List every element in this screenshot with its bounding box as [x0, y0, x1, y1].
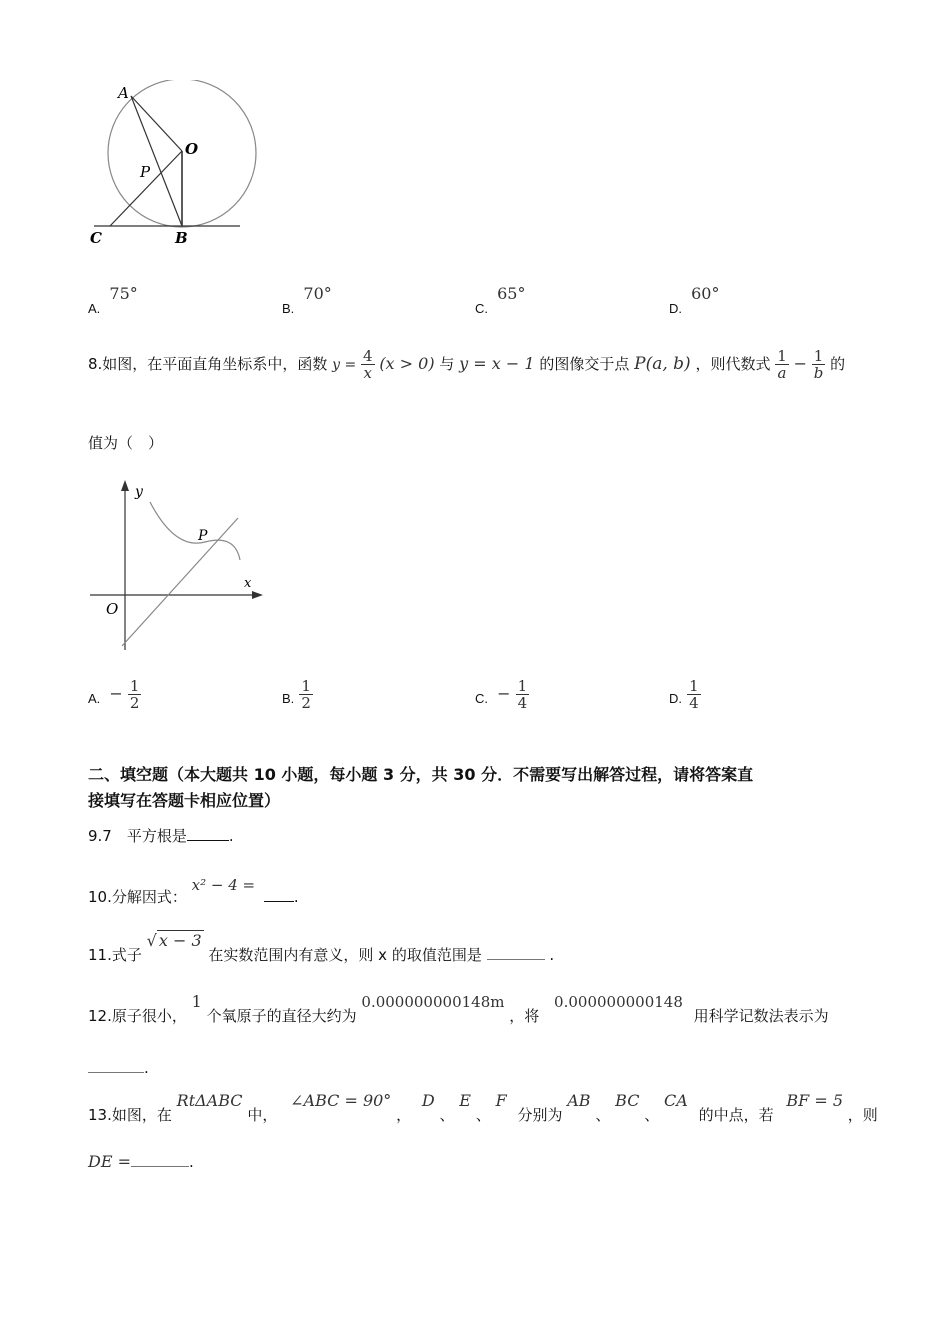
option-letter: A. — [88, 301, 101, 316]
option-frac — [128, 678, 142, 711]
frac-numerator: 1 — [813, 347, 824, 365]
frac-denominator: x — [361, 364, 375, 381]
q13-mid: 的中点，若 — [698, 1106, 774, 1124]
q13-zhong: 中， — [247, 1106, 278, 1124]
option-letter: B. — [282, 691, 295, 706]
frac-numerator: 1 — [517, 677, 528, 695]
label-b: B — [175, 229, 188, 247]
q8-option-a — [88, 678, 141, 711]
q9 — [88, 825, 234, 846]
q13-comma: ， — [396, 1106, 412, 1124]
q7-option-c — [475, 284, 526, 316]
option-letter: D. — [669, 691, 682, 706]
q13-sep1: 、 — [439, 1106, 455, 1124]
section-heading-line2: 接填写在答题卡相应位置） — [88, 791, 281, 810]
answer-blank[interactable] — [131, 1152, 189, 1167]
answer-blank[interactable] — [264, 887, 294, 902]
q8-point: P(a, b) — [634, 354, 691, 374]
segment-ao — [131, 96, 182, 151]
q13-ab: AB — [567, 1091, 591, 1110]
q12-suffix: 用科学记数法表示为 — [693, 1007, 829, 1025]
q11 — [88, 930, 555, 964]
option-value: 60° — [691, 284, 720, 303]
q8-stem — [88, 346, 845, 383]
q9-text: 9.7 平方根是 — [88, 827, 187, 845]
label-y: y — [135, 484, 143, 500]
option-value: 70° — [303, 284, 332, 303]
q8-stem-line2: 值为（ ） — [88, 434, 164, 452]
option-sign: − — [497, 684, 511, 703]
q13-split: 分别为 — [517, 1106, 563, 1124]
q8-option-d — [669, 678, 701, 711]
option-value: 65° — [497, 284, 526, 303]
q8-with: 与 — [439, 355, 455, 373]
q8-y-eq: y = — [332, 357, 357, 373]
option-frac — [299, 678, 313, 711]
q12-mid: 个氧原子的直径大约为 — [206, 1007, 357, 1025]
figure-coordinate-plane — [80, 470, 280, 660]
q12 — [88, 991, 829, 1025]
q13-sep4: 、 — [644, 1106, 660, 1124]
q13-sep3: 、 — [595, 1106, 611, 1124]
q13-ca: CA — [664, 1091, 688, 1110]
section-heading — [88, 762, 753, 814]
frac-denominator: 2 — [301, 694, 311, 712]
label-x: x — [244, 576, 252, 591]
q8-option-b — [282, 678, 313, 711]
frac-numerator: 1 — [129, 677, 140, 695]
q13-de: DE = — [88, 1152, 131, 1171]
hyperbola-curve-smooth — [150, 502, 240, 562]
q13 — [88, 1090, 878, 1124]
q12-value-m: 0.000000000148m — [361, 993, 505, 1011]
q13-f: F — [495, 1091, 507, 1110]
q8-frac-1a — [775, 348, 789, 381]
q12-one: 1 — [191, 992, 202, 1011]
q12-value: 0.000000000148 — [554, 993, 683, 1011]
option-letter: B. — [282, 301, 295, 316]
q13-triangle: RtΔABC — [176, 1091, 243, 1110]
frac-numerator: 1 — [689, 677, 699, 695]
option-letter: A. — [88, 691, 101, 706]
option-frac — [516, 678, 530, 711]
q13-prefix: 13.如图，在 — [88, 1106, 172, 1124]
q12-prefix: 12.原子很小， — [88, 1007, 187, 1025]
answer-blank[interactable] — [187, 826, 229, 841]
q8-intersect-text: 的图像交于点 — [539, 355, 630, 373]
frac-numerator: 1 — [777, 347, 787, 365]
label-p: P — [140, 163, 151, 181]
q11-sqrt: √ x − 3 — [146, 931, 202, 950]
label-origin: O — [106, 600, 119, 618]
option-value: 75° — [109, 284, 138, 303]
q10 — [88, 874, 299, 906]
section-heading-line1: 二、填空题（本大题共 10 小题，每小题 3 分，共 30 分．不需要写出解答过程，请将答案直 — [88, 765, 754, 784]
q13-bc: BC — [615, 1091, 640, 1110]
label-c: C — [90, 229, 102, 247]
q9-end: . — [228, 827, 234, 845]
option-letter: C. — [475, 691, 488, 706]
q11-end: . — [549, 946, 555, 964]
line-y-x-minus-1 — [122, 518, 238, 646]
q13-e: E — [459, 1091, 471, 1110]
q10-expr: x² − 4 = — [191, 876, 256, 894]
x-axis-arrow — [252, 591, 263, 599]
label-o: O — [185, 140, 199, 158]
answer-blank[interactable] — [487, 945, 545, 960]
frac-denominator: 4 — [689, 694, 699, 712]
q8-option-c — [475, 678, 529, 711]
q12-answer-line — [88, 1058, 149, 1077]
q13-sep2: 、 — [475, 1106, 491, 1124]
frac-denominator: b — [813, 364, 824, 382]
q7-option-b — [282, 284, 332, 316]
q8-minus: − — [793, 354, 807, 373]
q13-answer-line — [88, 1152, 194, 1171]
option-sign: − — [109, 684, 123, 703]
figure-circle-tangent — [80, 80, 260, 250]
option-letter: D. — [669, 301, 682, 316]
answer-blank[interactable] — [88, 1058, 144, 1073]
frac-denominator: 2 — [129, 694, 140, 712]
q8-expr-text: ，则代数式 — [695, 355, 771, 373]
segment-ab — [131, 96, 182, 226]
q11-suffix: 在实数范围内有意义，则 x 的取值范围是 — [208, 946, 482, 964]
q11-prefix: 11.式子 — [88, 946, 142, 964]
q12-end: . — [144, 1059, 149, 1077]
q8-of: 的 — [830, 355, 846, 373]
y-axis-arrow — [121, 480, 129, 491]
q11-radicand: x − 3 — [158, 931, 202, 950]
q12-comma: ，将 — [509, 1007, 540, 1025]
frac-denominator: a — [775, 364, 789, 381]
q8-line-eq: y = x − 1 — [459, 354, 535, 373]
frac-denominator: 4 — [517, 694, 528, 712]
q7-option-d — [669, 284, 720, 316]
option-frac — [687, 678, 701, 711]
q8-prefix: 8.如图，在平面直角坐标系中，函数 — [88, 355, 328, 373]
frac-numerator: 4 — [362, 347, 373, 365]
q13-d: D — [421, 1091, 435, 1110]
q13-then: ，则 — [847, 1106, 878, 1124]
q13-bf: BF = 5 — [786, 1091, 844, 1110]
q13-end: . — [189, 1153, 194, 1171]
q10-end: . — [293, 888, 299, 906]
q8-frac — [361, 348, 375, 381]
label-p: P — [198, 528, 208, 544]
q10-text: 10.分解因式： — [88, 888, 187, 906]
label-a: A — [118, 84, 129, 102]
q8-frac-1b — [812, 348, 826, 381]
q7-option-a — [88, 284, 138, 316]
option-letter: C. — [475, 301, 488, 316]
q8-condition: (x > 0) — [379, 354, 435, 373]
q13-angle: ∠ABC = 90° — [290, 1091, 392, 1110]
frac-numerator: 1 — [301, 677, 311, 695]
